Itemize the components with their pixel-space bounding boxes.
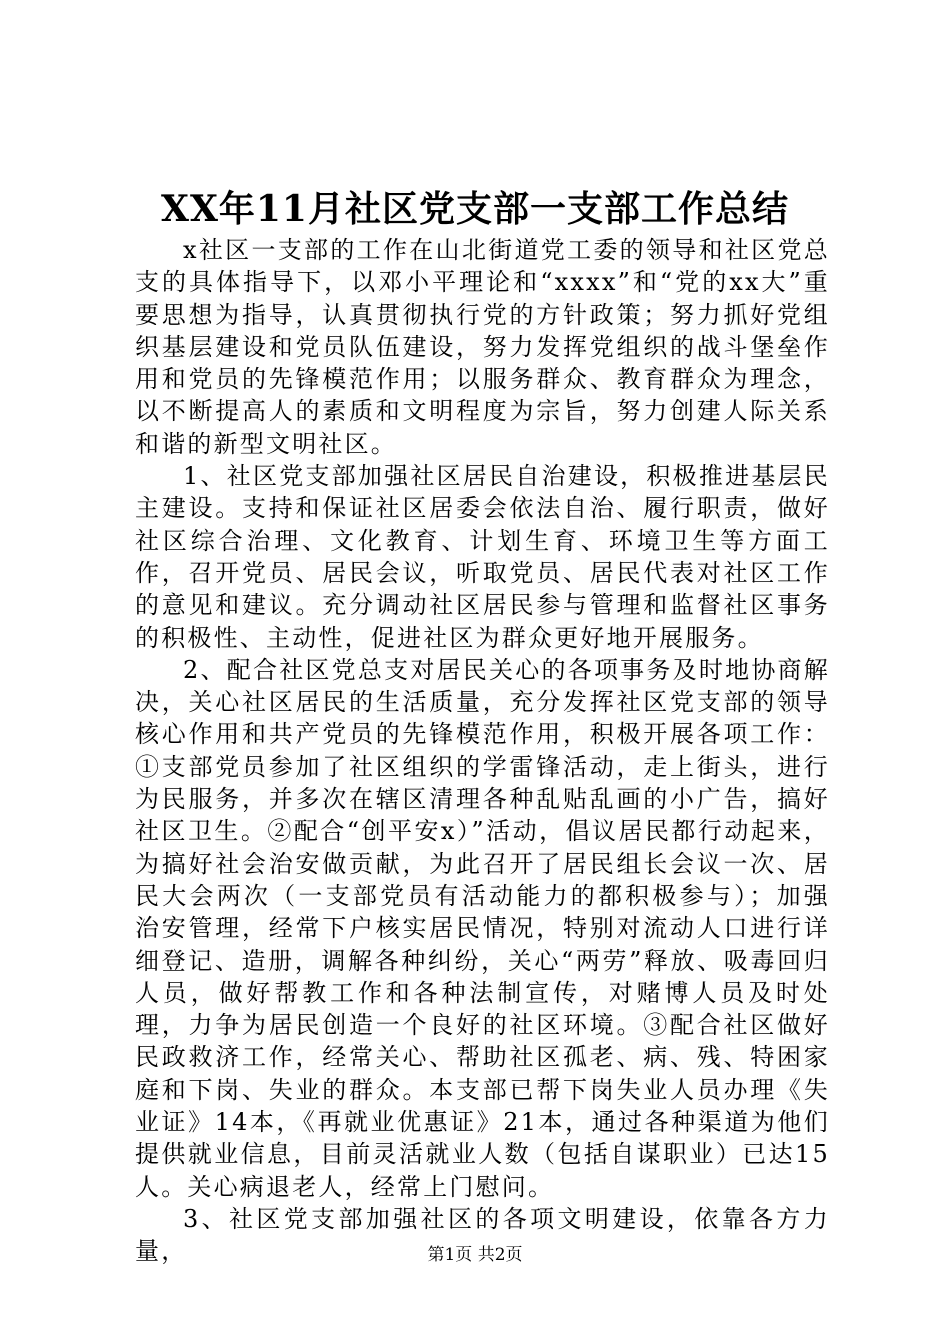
page-footer: 第1页 共2页 <box>427 1245 523 1265</box>
page-title: XX年11月社区党支部一支部工作总结 <box>161 188 789 230</box>
paragraph-item-2: 2、配合社区党总支对居民关心的各项事务及时地协商解决，关心社区居民的生活质量，充分发挥社区党支部的领导核心作用和共产党员的先锋模范作用，积极开展各项工作：①支部党员参加了社区组织的学雷锋活动，走上街头，进行为民服务，并多次在辖区清理各种乱贴乱画的小广告，搞好社区卫生。②配合“创平安x）”活动，倡议居民都行动起来，为搞好社会治安做贡献，为此召开了居民组长会议一次、居民大会两次（一支部党员有活动能力的都积极参与）；加强治安管理，经常下户核实居民情况，特别对流动人口进行详细登记、造册，调解各种纠纷，关心“两劳”释放、吸毒回归人员，做好帮教工作和各种法制宣传，对赌博人员及时处理，力争为居民创造一个良好的社区环境。③配合社区做好民政救济工作，经常关心、帮助社区孤老、病、残、特困家庭和下岗、失业的群众。本支部已帮下岗失业人员办理《失业证》14本，《再就业优惠证》21本，通过各种渠道为他们提供就业信息，目前灵活就业人数（包括自谋职业）已达15人。关心病退老人，经常上门慰问。 <box>135 655 830 1201</box>
paragraph-item-1: 1、社区党支部加强社区居民自治建设，积极推进基层民主建设。支持和保证社区居委会依法自治、履行职责，做好社区综合治理、文化教育、计划生育、环境卫生等方面工作，召开党员、居民会议，听取党员、居民代表对社区工作的意见和建议。充分调动社区居民参与管理和监督社区事务的积极性、主动性，促进社区为群众更好地开展服务。 <box>135 462 830 652</box>
paragraph-item-3: 3、社区党支部加强社区的各项文明建设，依靠各方力量， <box>135 1204 830 1266</box>
document-body <box>135 234 830 1268</box>
paragraph-intro: x社区一支部的工作在山北街道党工委的领导和社区党总支的具体指导下，以邓小平理论和“xxxx”和“党的xx大”重要思想为指导，认真贯彻执行党的方针政策；努力抓好党组织基层建设和党员队伍建设，努力发挥党组织的战斗堡垒作用和党员的先锋模范作用；以服务群众、教育群众为理念，以不断提高人的素质和文明程度为宗旨，努力创建人际关系和谐的新型文明社区。 <box>135 236 830 458</box>
